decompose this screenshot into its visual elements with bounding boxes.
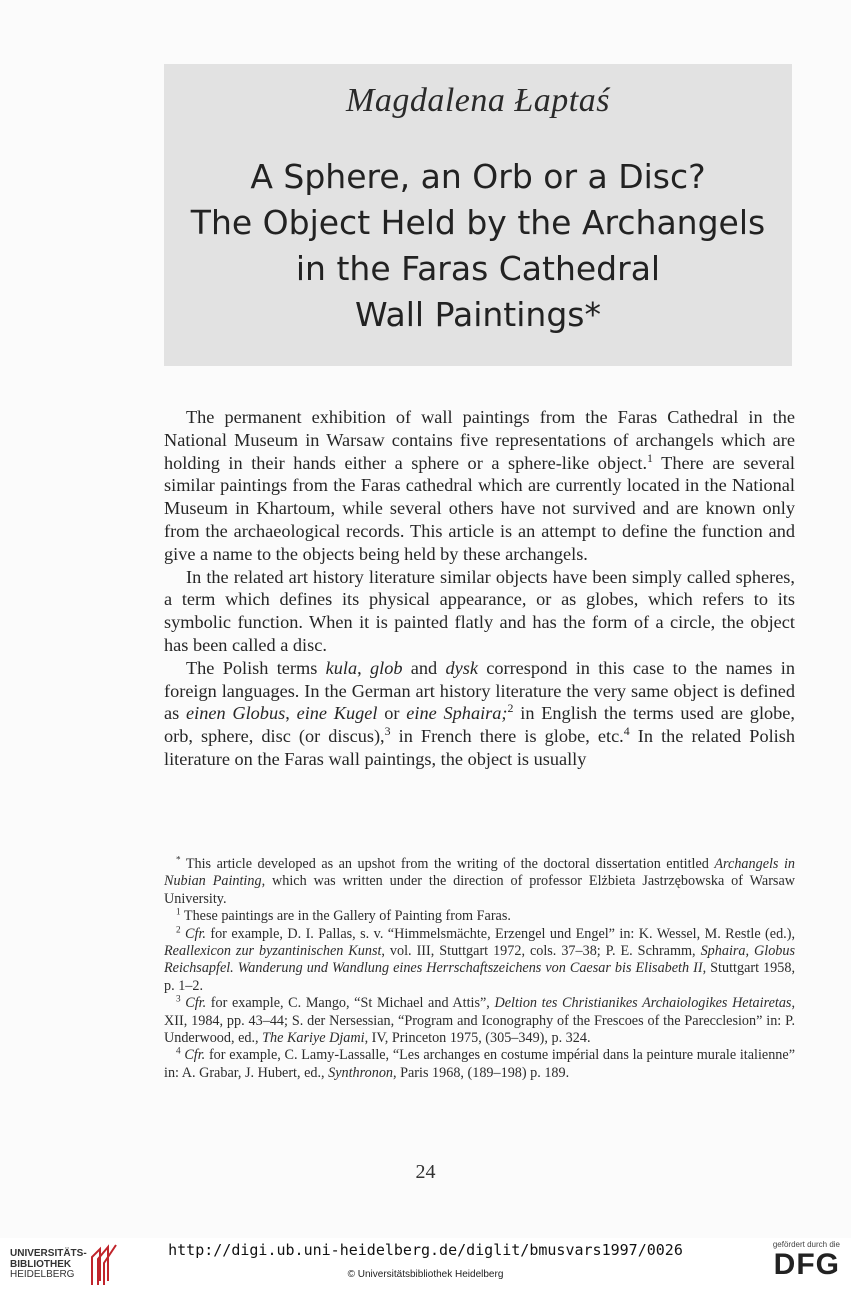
title-line: Wall Paintings* (355, 295, 601, 334)
footnote-ref[interactable]: 2 (507, 701, 514, 716)
footnote: $^1$ These paintings are in the Gallery of Painting from Faras. (176, 906, 511, 925)
footnote: $^3$ Cfr. for example, C. Mango, “St Michael and Attis”, Deltion tes Christianikes Archaiologikes Hetairetas, XII, 1984, pp. 43–44; S. der Nersessian, “Program and Iconography of the Frescoes of the Parecclesion” in: P. Underwood, ed., The Kariye Djami, IV, Princeton 1975, (305–349), p. 324. (164, 993, 795, 1047)
title-box (164, 64, 792, 366)
footnote: $^4$ Cfr. for example, C. Lamy-Lassalle, “Les archanges en costume impérial dans la peinture murale italienne” in: A. Grabar, J. Hubert, ed., Synthronon, Paris 1968, (189–198) p. 189. (164, 1045, 795, 1081)
page-number: 24 (415, 1161, 436, 1183)
article-title (164, 154, 792, 338)
footnote-ref[interactable]: 1 (647, 450, 653, 465)
source-url-link[interactable]: http://digi.ub.uni-heidelberg.de/diglit/bmusvars1997/0026 (168, 1241, 683, 1259)
body-paragraph: The permanent exhibition of wall paintings from the Faras Cathedral in the National Museum in Warsaw contains five representations of archangels which are holding in their hands either a sphere or a sphere-like object.$^1$ There are several similar paintings from the Faras cathedral which are currently located in the National Museum in Khartoum, while several others have not survived and are known only from the archaeological records. This article is an attempt to define the function and give a name to the objects being held by these archangels. (164, 407, 795, 564)
footnotes (164, 856, 795, 1082)
title-line: in the Faras Cathedral (295, 249, 661, 288)
footnote: * This article developed as an upshot from the writing of the doctoral dissertation entitled Archangels in Nubian Painting, which was written under the direction of professor Elżbieta Jastrzębowska of Warsaw University. (164, 854, 795, 907)
article-body (164, 406, 795, 771)
footnote-ref[interactable]: 4 (623, 724, 630, 739)
dfg-logo[interactable]: DFG (773, 1248, 840, 1281)
footnote: $^2$ Cfr. for example, D. I. Pallas, s. v. “Himmelsmächte, Erzengel und Engel” in: K. Wessel, M. Restle (ed.), Reallexicon zur byzantinischen Kunst, vol. III, Stuttgart 1972, cols. 37–38; P. E. Schramm, Sphaira, Globus Reichsapfel. Wanderung und Wandlung eines Herrschaftszeichens von Caesar bis Elisabeth II, Stuttgart 1958, p. 1–2. (164, 923, 795, 994)
viewer-footer (0, 1238, 851, 1291)
author-name: Magdalena Łaptaś (346, 82, 610, 119)
body-paragraph: The Polish terms kula, glob and dysk correspond in this case to the names in foreign languages. In the German art history literature the very same object is defined as einen Globus, eine Kugel or eine Sphaira;$^2$ in English the terms used are globe, orb, sphere, disc (or discus),$^3$ in French there is globe, etc.$^4$ In the related Polish literature on the Faras wall paintings, the object is usually (164, 657, 796, 769)
funded-by-label: gefördert durch die (772, 1240, 840, 1249)
footnote-ref[interactable]: 3 (384, 724, 391, 739)
copyright-notice: © Universitätsbibliothek Heidelberg (347, 1269, 504, 1280)
title-line: A Sphere, an Orb or a Disc? (250, 157, 706, 196)
title-line: The Object Held by the Archangels (190, 203, 766, 242)
library-logo-text[interactable]: UNIVERSITÄTS- BIBLIOTHEK HEIDELBERG (10, 1248, 87, 1280)
body-paragraph: In the related art history literature similar objects have been simply called spheres, a term which defines its physical appearance, or as globes, which refers to its symbolic function. When it is painted flatly and has the form of a circle, the object has been called a disc. (164, 566, 795, 655)
